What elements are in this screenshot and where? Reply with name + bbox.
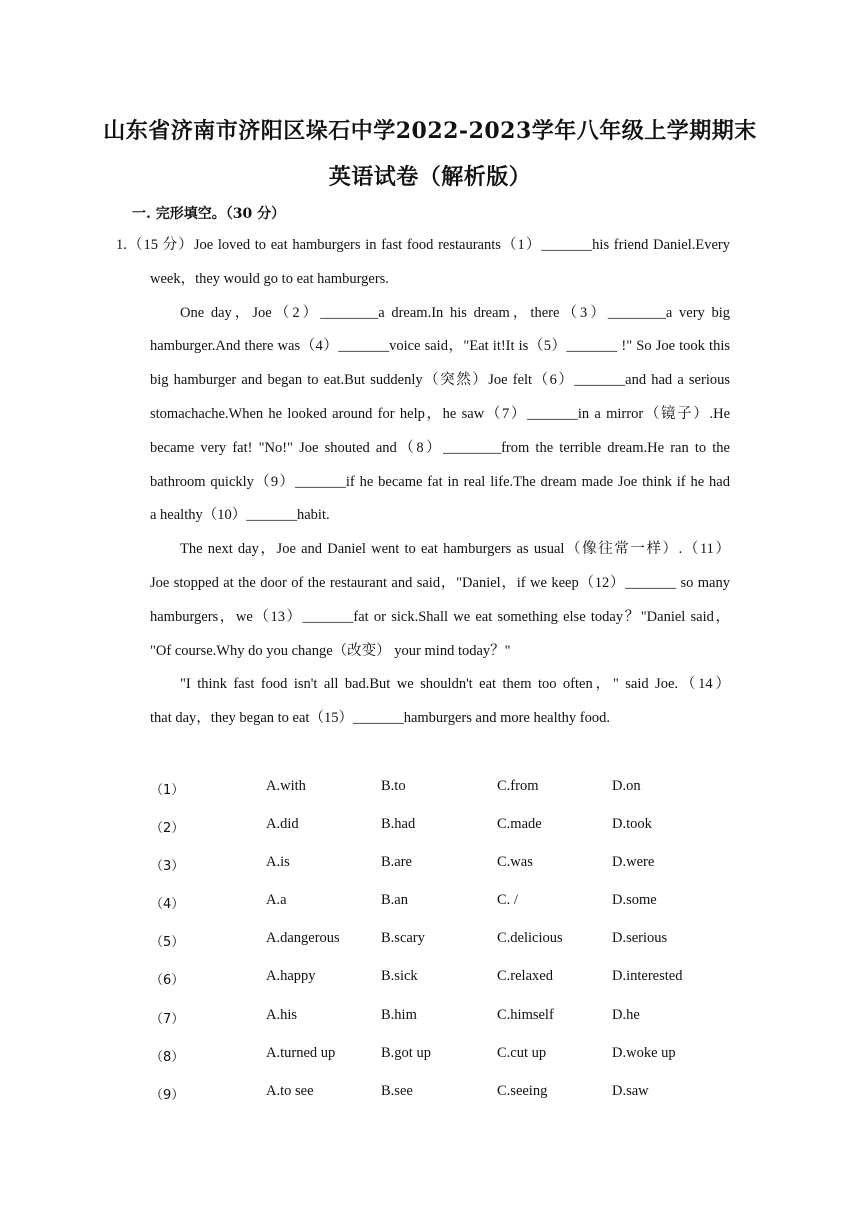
option-b: B.scary bbox=[381, 930, 425, 947]
option-d: D.interested bbox=[612, 968, 683, 985]
passage-line: 1.（15 分）Joe loved to eat hamburgers in fast food restaurants（1）_______his friend Daniel.Every bbox=[116, 237, 730, 253]
option-d: D.took bbox=[612, 816, 652, 833]
option-c: C.seeing bbox=[497, 1082, 548, 1099]
option-a: A.dangerous bbox=[266, 930, 340, 947]
question-number: （4） bbox=[150, 897, 185, 913]
passage-line: hamburgers，we（13）_______fat or sick.Shall we eat something else today？"Daniel said， bbox=[150, 608, 730, 625]
option-b: B.had bbox=[381, 816, 416, 833]
question-number: （2） bbox=[150, 821, 185, 837]
option-a: A.happy bbox=[266, 968, 316, 985]
question-number: （3） bbox=[150, 859, 185, 875]
question-number: （6） bbox=[150, 973, 185, 989]
option-c: C.cut up bbox=[497, 1044, 547, 1061]
question-number: （9） bbox=[150, 1087, 185, 1103]
option-row bbox=[150, 848, 750, 886]
passage-line: One day，Joe（2）________a dream.In his dream，there（3）________a very big bbox=[180, 304, 730, 321]
cloze-passage bbox=[116, 229, 730, 736]
option-c: C.from bbox=[497, 778, 539, 794]
option-d: D.were bbox=[612, 854, 655, 871]
option-a: A.did bbox=[266, 816, 299, 833]
passage-line: stomachache.When he looked around for help，he saw（7）_______in a mirror（镜子）.He bbox=[150, 405, 730, 422]
option-b: B.an bbox=[381, 892, 408, 909]
passage-line: bathroom quickly（9）_______if he became fat in real life.The dream made Joe think if he had bbox=[150, 473, 730, 490]
option-a: A.is bbox=[266, 854, 290, 871]
option-b: B.sick bbox=[381, 968, 418, 985]
passage-line: became very fat! "No!" Joe shouted and（8）________from the terrible dream.He ran to the bbox=[150, 439, 730, 456]
option-a: A.to see bbox=[266, 1082, 314, 1099]
option-d: D.on bbox=[612, 778, 641, 794]
option-row bbox=[150, 772, 750, 810]
section-heading: 一. 完形填空。（30 分） bbox=[132, 206, 286, 222]
option-c: C.made bbox=[497, 816, 542, 833]
exam-title-line2: 英语试卷（解析版） bbox=[328, 164, 532, 190]
option-c: C.himself bbox=[497, 1006, 554, 1023]
option-d: D.some bbox=[612, 892, 657, 909]
passage-line: that day，they began to eat（15）_______hamburgers and more healthy food. bbox=[150, 710, 610, 727]
option-row bbox=[150, 886, 750, 924]
passage-line: "I think fast food isn't all bad.But we shouldn't eat them too often，" said Joe.（14） bbox=[180, 676, 730, 693]
exam-title-line1: 山东省济南市济阳区垛石中学2022-2023学年八年级上学期期末 bbox=[103, 118, 757, 144]
passage-line: "Of course.Why do you change（改变） your mind today？" bbox=[150, 642, 511, 659]
option-d: D.he bbox=[612, 1006, 640, 1023]
question-number: （8） bbox=[150, 1049, 185, 1065]
option-row bbox=[150, 1039, 750, 1077]
option-d: D.woke up bbox=[612, 1044, 676, 1061]
passage-line: The next day，Joe and Daniel went to eat hamburgers as usual（像往常一样）.（11） bbox=[180, 541, 730, 558]
option-c: C.delicious bbox=[497, 930, 563, 947]
option-row bbox=[150, 924, 750, 962]
passage-line: a healthy（10）_______habit. bbox=[150, 507, 330, 524]
option-d: D.serious bbox=[612, 930, 668, 947]
question-number: （1） bbox=[150, 783, 185, 798]
option-c: C. / bbox=[497, 892, 518, 909]
option-row bbox=[150, 1077, 750, 1115]
passage-line: big hamburger and began to eat.But suddenly（突然）Joe felt（6）_______and had a serious bbox=[150, 372, 730, 389]
option-a: A.turned up bbox=[266, 1044, 336, 1061]
option-d: D.saw bbox=[612, 1082, 649, 1099]
option-c: C.relaxed bbox=[497, 968, 553, 985]
passage-line: week，they would go to eat hamburgers. bbox=[150, 270, 389, 287]
option-row bbox=[150, 962, 750, 1000]
question-number: （5） bbox=[150, 935, 185, 951]
question-number: （7） bbox=[150, 1011, 185, 1027]
option-a: A.his bbox=[266, 1006, 298, 1023]
option-b: B.him bbox=[381, 1006, 417, 1023]
passage-line: Joe stopped at the door of the restaurant and said，"Daniel，if we keep（12）_______ so many bbox=[150, 574, 730, 591]
option-a: A.with bbox=[266, 778, 306, 794]
option-c: C.was bbox=[497, 854, 533, 871]
option-b: B.are bbox=[381, 854, 412, 871]
passage-line: hamburger.And there was（4）_______voice said，"Eat it!It is（5）_______ !" So Joe took this bbox=[150, 338, 730, 355]
option-b: B.to bbox=[381, 778, 406, 794]
option-b: B.see bbox=[381, 1082, 413, 1099]
options-table bbox=[150, 772, 750, 1115]
option-row bbox=[150, 1001, 750, 1039]
option-a: A.a bbox=[266, 892, 287, 909]
option-b: B.got up bbox=[381, 1044, 431, 1061]
option-row bbox=[150, 810, 750, 848]
